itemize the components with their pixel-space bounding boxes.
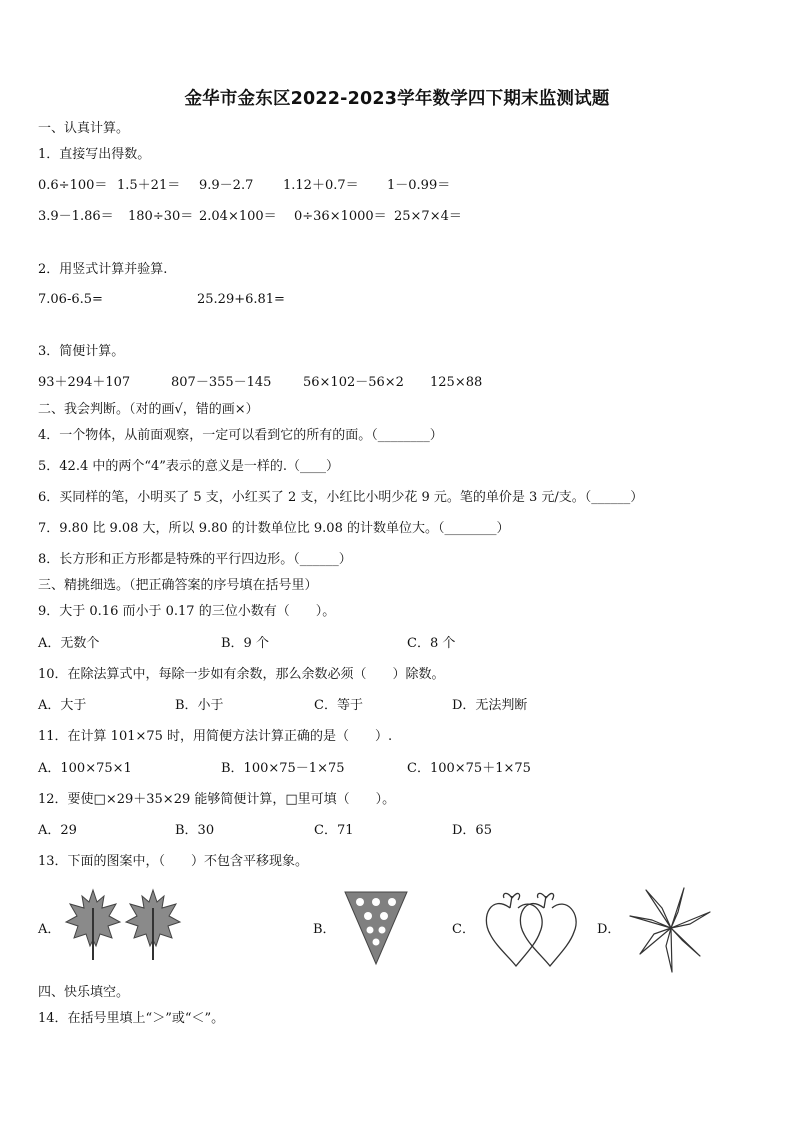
q3-expr: 93＋294＋107 [38, 375, 131, 390]
q11-stem: 11．在计算 101×75 时，用简便方法计算正确的是（ ）. [38, 729, 393, 744]
q13-option-c: C． [452, 922, 475, 937]
q1-expr: 1.12＋0.7＝ [283, 178, 359, 193]
page-title: 金华市金东区2022-2023学年数学四下期末监测试题 [184, 89, 610, 109]
q11-option: B．100×75－1×75 [221, 761, 345, 776]
q12-stem: 12．要使□×29＋35×29 能够简便计算，□里可填（ ）。 [38, 792, 396, 807]
q13-option-a: A． [38, 922, 61, 937]
q1-expr: 1－0.99＝ [387, 178, 451, 193]
judge-question: 6．买同样的笔，小明买了 5 支，小红买了 2 支，小红比小明少花 9 元。笔的单价是 3 元/支。（______） [38, 490, 644, 505]
q10-option: C．等于 [314, 698, 363, 713]
q2-expr: 25.29+6.81= [197, 292, 285, 307]
maple-leaf-icon [126, 890, 180, 960]
judge-question: 8．长方形和正方形都是特殊的平行四边形。（______） [38, 552, 352, 567]
q1-expr: 25×7×4＝ [394, 209, 462, 224]
q2-expr: 7.06-6.5= [38, 292, 103, 307]
q12-option: D．65 [452, 823, 492, 838]
q9-option: C．8 个 [407, 636, 456, 651]
q3-expr: 56×102－56×2 [303, 375, 404, 390]
q1-expr: 180÷30＝ [128, 209, 194, 224]
q13-option-d: D． [597, 922, 621, 937]
judge-question: 4．一个物体，从前面观察，一定可以看到它的所有的面。（________） [38, 428, 443, 443]
q13-option-b: B． [313, 922, 336, 937]
section3-heading: 三、精挑细选。（把正确答案的序号填在括号里） [38, 578, 318, 593]
q12-option: A．29 [38, 823, 77, 838]
q1-expr: 3.9－1.86＝ [38, 209, 114, 224]
q10-option: A．大于 [38, 698, 87, 713]
maple-leaf-icon [66, 890, 120, 960]
q1-expr: 1.5＋21＝ [117, 178, 181, 193]
q12-option: C．71 [314, 823, 354, 838]
q9-option: B．9 个 [221, 636, 269, 651]
q12-option: B．30 [175, 823, 215, 838]
q10-stem: 10．在除法算式中，每除一步如有余数，那么余数必须（ ）除数。 [38, 667, 445, 682]
q3-expr: 125×88 [430, 375, 483, 390]
q1-prompt: 1．直接写出得数。 [38, 147, 151, 162]
judge-question: 5．42.4 中的两个“4”表示的意义是一样的.（____） [38, 459, 340, 474]
q14-stem: 14．在括号里填上“＞”或“＜”。 [38, 1011, 225, 1026]
heart-apples-figure [482, 886, 582, 970]
q3-expr: 807－355－145 [171, 375, 272, 390]
q11-option: A．100×75×1 [38, 761, 132, 776]
q9-option: A．无数个 [38, 636, 100, 651]
q1-expr: 2.04×100＝ [199, 209, 277, 224]
q10-option: D．无法判断 [452, 698, 528, 713]
q1-expr: 0÷36×1000＝ [294, 209, 387, 224]
pinwheel-figure [626, 882, 716, 974]
q3-prompt: 3．简便计算。 [38, 344, 125, 359]
section4-heading: 四、快乐填空。 [38, 985, 130, 1000]
triangle-flowers-figure [343, 890, 409, 966]
q2-prompt: 2．用竖式计算并验算. [38, 262, 168, 277]
q9-stem: 9．大于 0.16 而小于 0.17 的三位小数有（ ）。 [38, 604, 336, 619]
q1-expr: 9.9－2.7 [199, 178, 254, 193]
maple-leaves-figure [62, 888, 188, 964]
section2-heading: 二、我会判断。（对的画√，错的画×） [38, 402, 259, 417]
judge-question: 7．9.80 比 9.08 大，所以 9.80 的计数单位比 9.08 的计数单位大。（________） [38, 521, 510, 536]
q10-option: B．小于 [175, 698, 224, 713]
q1-expr: 0.6÷100＝ [38, 178, 108, 193]
section1-heading: 一、认真计算。 [38, 121, 130, 136]
q13-stem: 13．下面的图案中，（ ）不包含平移现象。 [38, 854, 309, 869]
q11-option: C．100×75＋1×75 [407, 761, 531, 776]
